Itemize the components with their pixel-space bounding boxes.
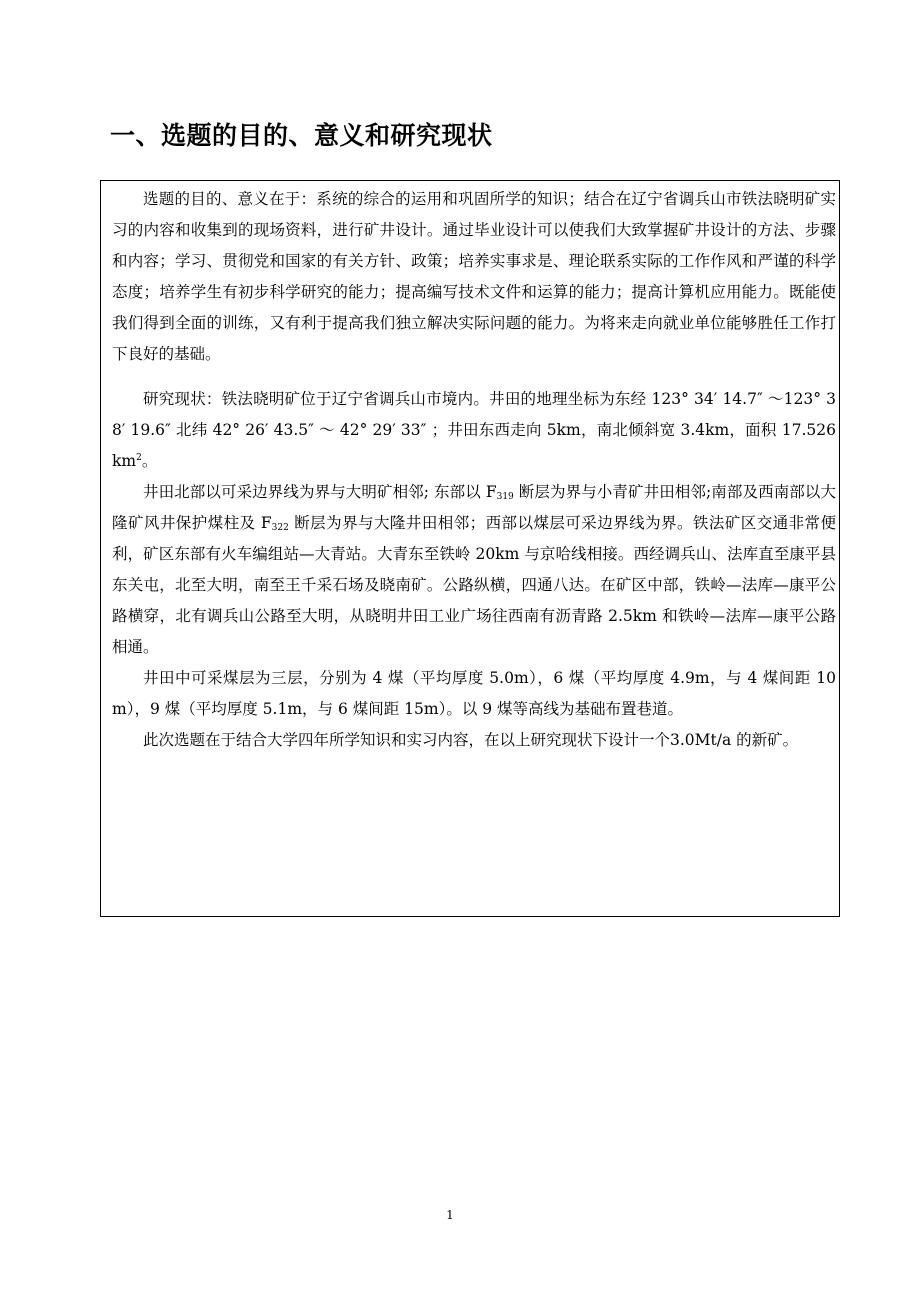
fault-322-subscript: 322: [271, 523, 289, 533]
boundary-text-1: 井田北部以可采边界线为界与大明矿相邻; 东部以 F: [143, 483, 497, 501]
content-box: [100, 180, 840, 917]
boundary-text-3: 断层为界与大隆井田相邻；西部以煤层可采边界线为界。铁法矿区交通非常便利，矿区东部有火车编组站—大青站。大青东至铁岭 20km 与京哈线相接。西经调兵山、法库直至康平县东关屯，北至大明，南至王千采石场及晓南矿。公路纵横，四通八达。在矿区中部，铁岭—法库—康平公路横穿，北有调兵山公路至大明，从晓明井田工业广场往西南有沥青路 2.5km 和铁岭—法库—康平公路相通。: [112, 514, 837, 656]
boundary-text-2: 断层为界与小青矿井田相邻;南部及西南部以大隆矿风井保护煤柱及 F: [112, 483, 836, 532]
research-status-paragraph: [112, 384, 836, 477]
fault-319-subscript: 319: [496, 492, 514, 502]
conclusion-paragraph: 此次选题在于结合大学四年所学知识和实习内容，在以上研究现状下设计一个3.0Mt/a 的新矿。: [143, 731, 799, 749]
research-status-text: 研究现状：铁法晓明矿位于辽宁省调兵山市境内。井田的地理坐标为东经 123° 34′ 14.7″ ～123° 38′ 19.6″ 北纬 42° 26′ 43.5″ ～ 42° 29′ 33″ ；井田东西走向 5km，南北倾斜宽 3.4km，面积 17.526km: [112, 390, 836, 470]
section-heading: 一、选题的目的、意义和研究现状: [110, 121, 493, 150]
page-number: 1: [446, 1208, 454, 1222]
research-status-end: 。: [141, 452, 158, 470]
coal-seams-paragraph: 井田中可采煤层为三层，分别为 4 煤（平均厚度 5.0m），6 煤（平均厚度 4.9m，与 4 煤间距 10m），9 煤（平均厚度 5.1m，与 6 煤间距 15m）。以 9 煤等高线为基础布置巷道。: [112, 669, 836, 718]
boundary-paragraph: [112, 477, 836, 663]
purpose-paragraph: 选题的目的、意义在于：系统的综合的运用和巩固所学的知识；结合在辽宁省调兵山市铁法晓明矿实习的内容和收集到的现场资料，进行矿井设计。通过毕业设计可以使我们大致掌握矿井设计的方法、步骤和内容；学习、贯彻党和国家的有关方针、政策；培养实事求是、理论联系实际的工作作风和严谨的科学态度；培养学生有初步科学研究的能力；提高编写技术文件和运算的能力；提高计算机应用能力。既能使我们得到全面的训练，又有利于提高我们独立解决实际问题的能力。为将来走向就业单位能够胜任工作打下良好的基础。: [112, 190, 836, 363]
area-unit-superscript: 2: [136, 453, 142, 463]
